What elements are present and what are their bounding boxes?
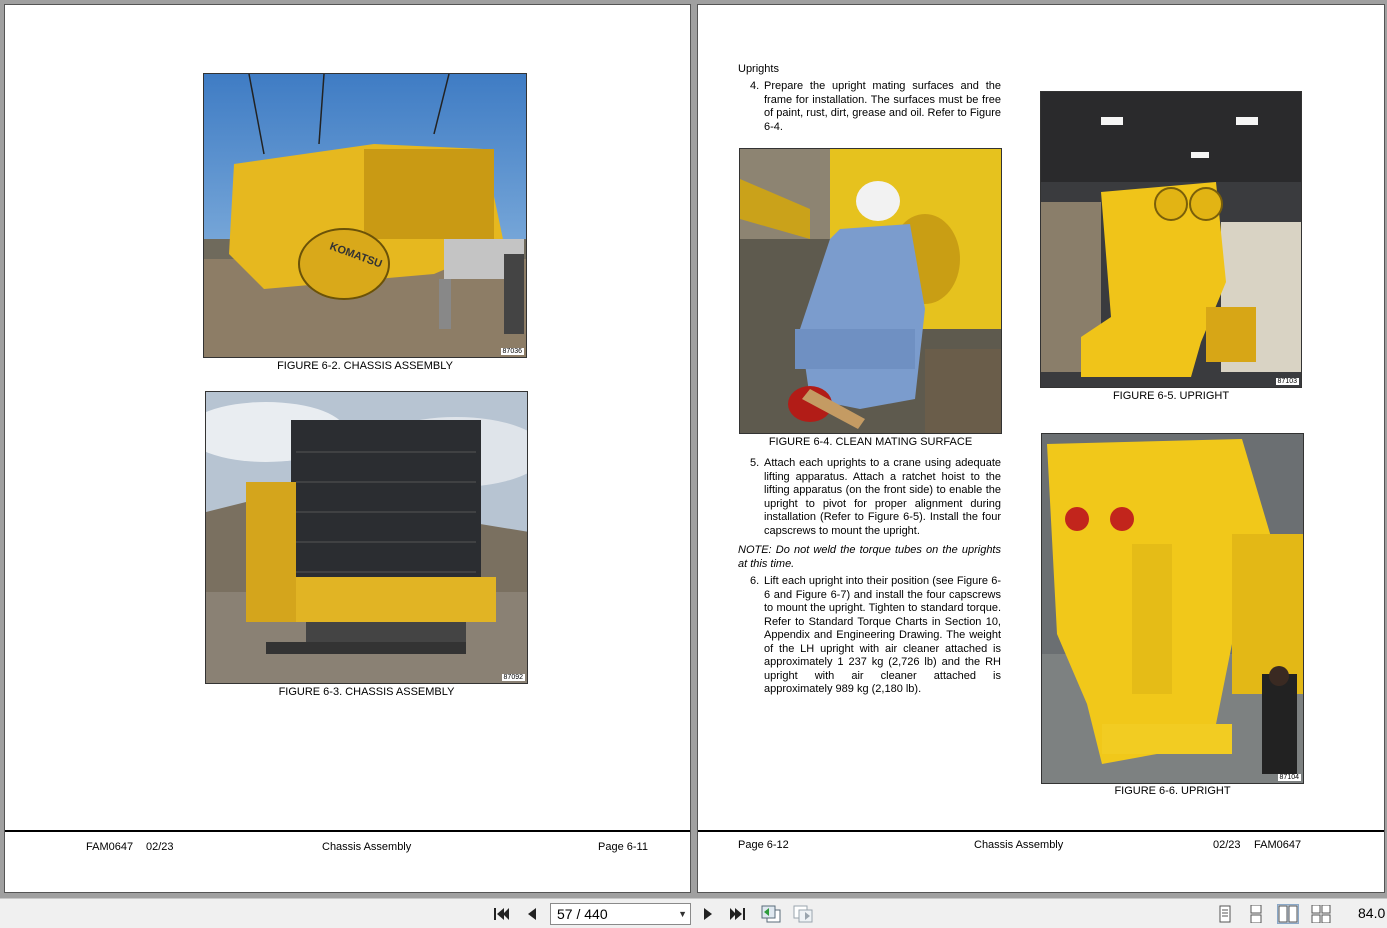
navigation-toolbar (0, 898, 1387, 928)
figure-tag: 87092 (503, 674, 523, 681)
section-heading: Uprights (738, 63, 779, 75)
step-4 (738, 80, 1001, 134)
figure-tag: 87036 (502, 348, 522, 355)
page-right (697, 4, 1385, 893)
footer-date: 02/23 (146, 841, 174, 853)
footer-doc-number: FAM0647 (1254, 839, 1302, 851)
upright-hoisted-image (1041, 92, 1302, 388)
first-page-icon[interactable] (490, 904, 512, 924)
step-number: 5. (750, 457, 760, 469)
step-text: Lift each upright into their position (see Figure 6-6 and Figure 6-7) and install the four capscrews to mount the upright. Tighten to standard torque. Refer to Standard Torque Charts in Section 10, Appendix and Engineering Drawing. The weight of the LH upright with air cleaner attached is approximately 1 237 kg (2,726 lb) and the RH upright with air cleaner attached is approximately 989 kg (2,180 lb). (764, 575, 1001, 695)
facing-icon[interactable] (1277, 904, 1299, 924)
upright-installed-image (1042, 434, 1304, 784)
list-item (738, 575, 1001, 697)
brand-label: KOMATSU (327, 240, 384, 271)
figure-6-5-photo (1040, 91, 1302, 388)
footer-date: 02/23 (1213, 839, 1241, 851)
page-number-field[interactable] (550, 903, 691, 925)
step-number: 4. (750, 80, 760, 92)
chevron-down-icon[interactable]: ▼ (678, 909, 687, 919)
zoom-level[interactable]: 84.0 (1358, 905, 1386, 921)
figure-6-2-photo (203, 73, 527, 358)
previous-page-icon[interactable] (521, 904, 543, 924)
figure-6-6-caption: FIGURE 6-6. UPRIGHT (1114, 785, 1231, 797)
figure-6-3-caption: FIGURE 6-3. CHASSIS ASSEMBLY (278, 686, 455, 698)
previous-view-icon[interactable] (760, 904, 782, 924)
figure-6-5-caption: FIGURE 6-5. UPRIGHT (1112, 390, 1230, 402)
footer-doc-number: FAM0647 (86, 841, 134, 853)
page-indicator: 57 / 440 (557, 906, 608, 922)
footer-page-number: Page 6-11 (598, 841, 648, 853)
steps-5-6 (738, 457, 1001, 697)
step-number: 6. (750, 575, 760, 587)
footer-section: Chassis Assembly (974, 839, 1064, 851)
worker-cleaning-image (740, 149, 1002, 434)
footer-page-number: Page 6-12 (738, 839, 789, 851)
footer-rule (698, 830, 1384, 832)
page-left (4, 4, 691, 893)
figure-6-6-photo (1041, 433, 1304, 784)
figure-6-2-caption: FIGURE 6-2. CHASSIS ASSEMBLY (277, 360, 453, 372)
figure-6-4-photo (739, 148, 1002, 434)
figure-6-4-caption: FIGURE 6-4. CLEAN MATING SURFACE (768, 436, 973, 448)
figure-tag: 87103 (1277, 378, 1297, 385)
continuous-facing-icon[interactable] (1310, 904, 1332, 924)
note-text: NOTE: Do not weld the torque tubes on the uprights at this time. (738, 544, 1001, 570)
step-text: Prepare the upright mating surfaces and the frame for installation. The surfaces must be free of paint, rust, dirt, grease and oil. Refer to Figure 6-4. (764, 80, 1001, 133)
figure-6-3-photo (205, 391, 528, 684)
step-text: Attach each uprights to a crane using adequate lifting apparatus. Attach a ratchet hoist to the lifting apparatus (on the front side) to enable the upright to pivot for proper alignment during installation (Refer to Figure 6-5). Install the four capscrews to mount the upright. (764, 457, 1001, 537)
chassis-crane-image (204, 74, 527, 358)
list-item (738, 80, 1001, 134)
footer-rule (5, 830, 690, 832)
list-item (738, 457, 1001, 538)
single-page-icon[interactable] (1214, 904, 1236, 924)
next-view-icon[interactable] (792, 904, 814, 924)
chassis-radiator-image (206, 392, 528, 684)
continuous-icon[interactable] (1245, 904, 1267, 924)
footer-section: Chassis Assembly (322, 841, 412, 853)
last-page-icon[interactable] (727, 904, 749, 924)
next-page-icon[interactable] (697, 904, 719, 924)
figure-tag: 87104 (1279, 774, 1299, 781)
